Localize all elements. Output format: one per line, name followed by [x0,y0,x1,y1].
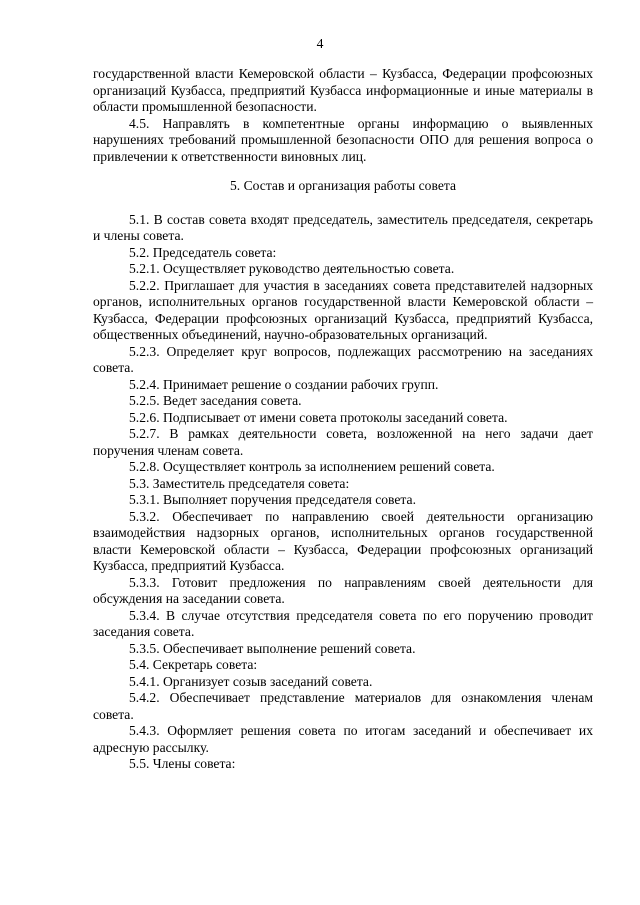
paragraph-5-3-5: 5.3.5. Обеспечивает выполнение решений совета. [129,640,416,656]
paragraph-5-3-4: 5.3.4. В случае отсутствия председателя совета по его поручению проводит заседания совета. [93,607,593,639]
paragraph-5-2-3: 5.2.3. Определяет круг вопросов, подлежащих рассмотрению на заседаниях совета. [93,343,593,375]
document-body [93,66,593,773]
paragraph-5-4-3: 5.4.3. Оформляет решения совета по итогам заседаний и обеспечивает их адресную рассылку. [93,723,593,755]
paragraph-5-2: 5.2. Председатель совета: [129,244,277,260]
section-heading: 5. Состав и организация работы совета [230,178,456,193]
paragraph-5-2-6: 5.2.6. Подписывает от имени совета протоколы заседаний совета. [129,409,508,425]
paragraph-5-4: 5.4. Секретарь совета: [129,657,258,672]
paragraph-5-2-8: 5.2.8. Осуществляет контроль за исполнением решений совета. [129,459,495,474]
paragraph-continuation: государственной власти Кемеровской области – Кузбасса, Федерации профсоюзных организаций Кузбасса, предприятий Кузбасса информационные и иные материалы в области промышленной безопасности. [93,66,593,114]
paragraph-4-5: 4.5. Направлять в компетентные органы информацию о выявленных нарушениях требований промышленной безопасности ОПО для решения вопроса о привлечении к ответственности виновных лиц. [93,115,593,164]
paragraph-5-2-4: 5.2.4. Принимает решение о создании рабочих групп. [129,376,439,392]
paragraph-5-3-3: 5.3.3. Готовит предложения по направлениям своей деятельности для обсуждения на заседании совета. [93,574,593,606]
paragraph-5-3-1: 5.3.1. Выполняет поручения председателя совета. [129,492,416,507]
paragraph-5-1: 5.1. В состав совета входят председатель, заместитель председателя, секретарь и члены совета. [93,211,593,243]
paragraph-5-4-2: 5.4.2. Обеспечивает представление материалов для ознакомления членам совета. [93,690,593,722]
paragraph-5-2-5: 5.2.5. Ведет заседания совета. [129,393,302,408]
paragraph-5-5: 5.5. Члены совета: [129,756,236,771]
paragraph-5-3-2: 5.3.2. Обеспечивает по направлению своей деятельности организацию взаимодействия надзорных органов, исполнительных органов государственной власти Кемеровской области – Кузбасса, Федерации профсоюзных организаций Кузбасса, предприятий Кузбасса. [93,508,593,573]
paragraph-5-2-1: 5.2.1. Осуществляет руководство деятельностью совета. [129,261,455,276]
page-number: 4 [316,36,324,51]
paragraph-5-2-2: 5.2.2. Приглашает для участия в заседаниях совета представителей надзорных органов, исполнительных органов государственной власти Кемеровской области – Кузбасса, Федерации профсоюзных организаций Кузбасса, предприятий Кузбасса, общественных объединений, научно-образовательных организаций. [93,277,593,342]
paragraph-5-3: 5.3. Заместитель председателя совета: [129,475,350,491]
paragraph-5-2-7: 5.2.7. В рамках деятельности совета, возложенной на него задачи дает поручения членам совета. [93,426,593,458]
paragraph-5-4-1: 5.4.1. Организует созыв заседаний совета. [129,673,373,689]
